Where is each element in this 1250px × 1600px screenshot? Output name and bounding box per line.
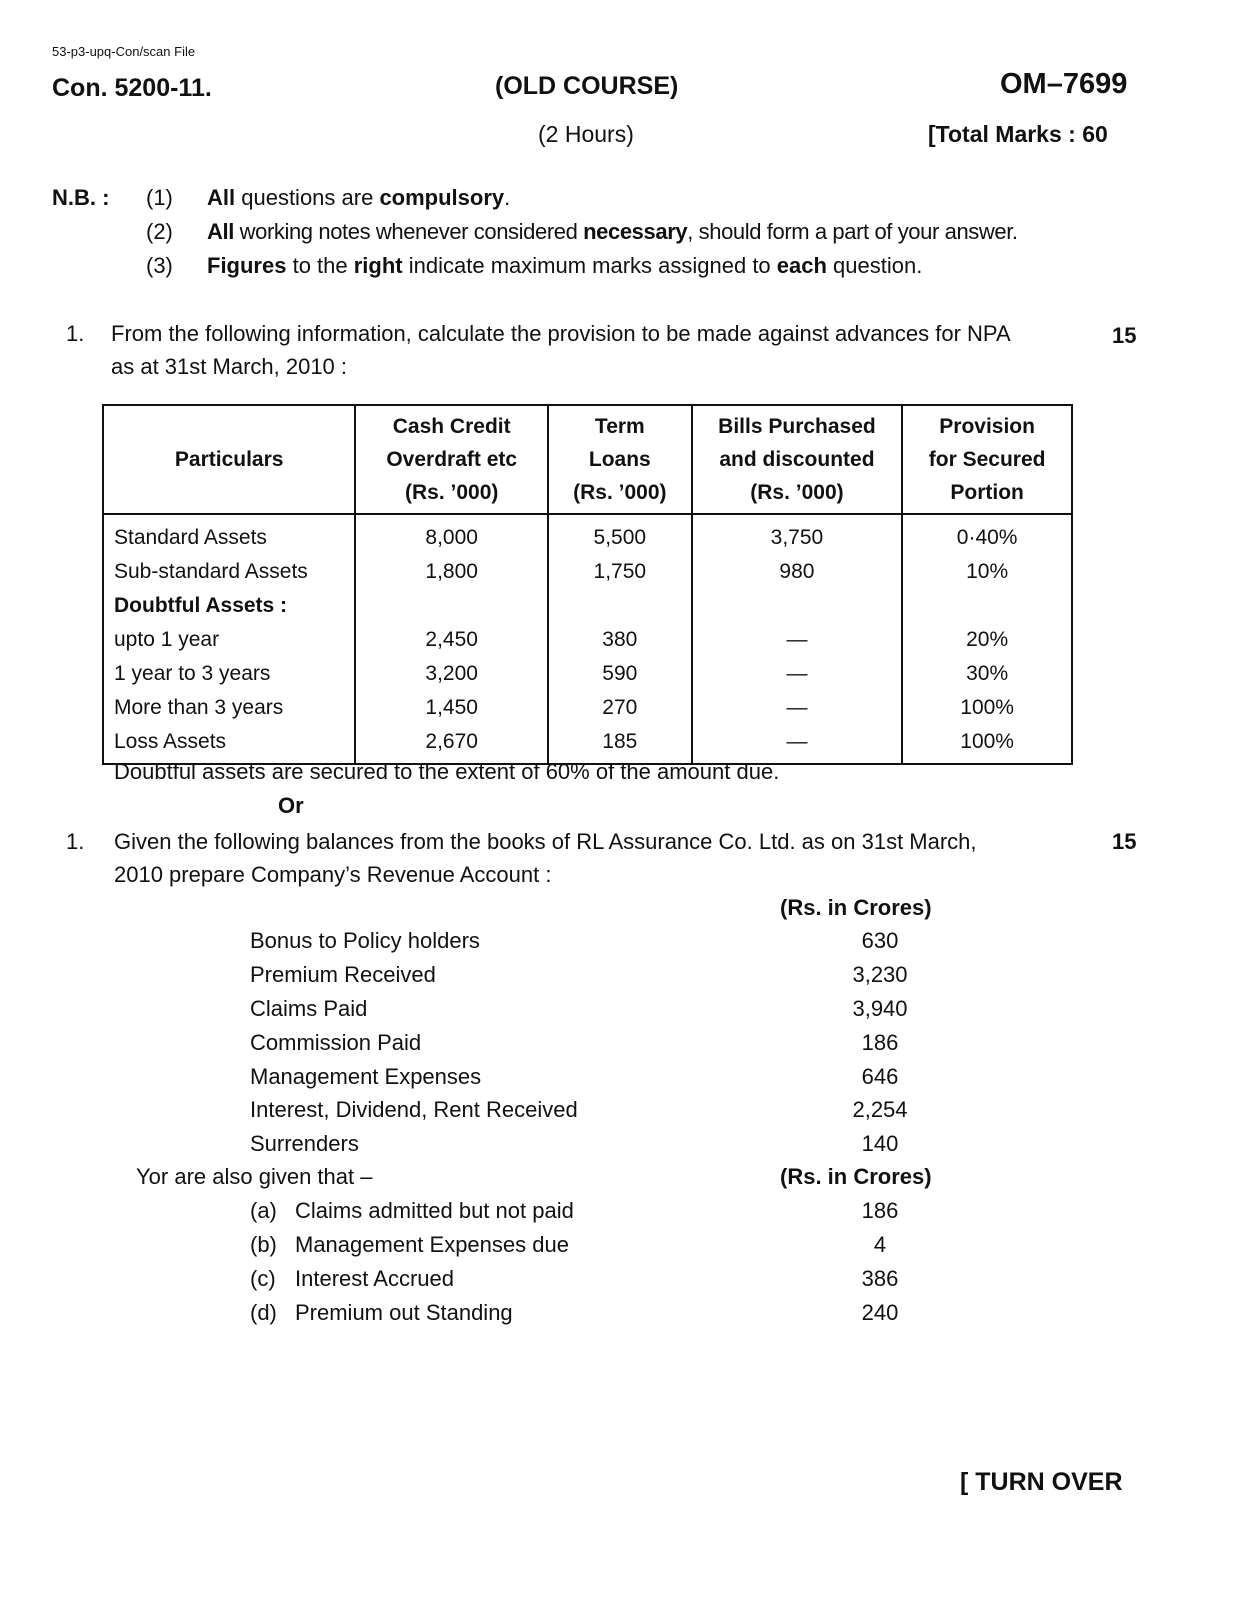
balance-label: Claims Paid [250, 996, 368, 1021]
balance-value: 646 [861, 1064, 899, 1089]
cell-provision: 0·40% [902, 514, 1072, 555]
cell-cash-credit: 2,670 [355, 725, 548, 764]
q1-alt-number: 1. [66, 829, 85, 854]
q1-number: 1. [66, 321, 85, 346]
row-label: Doubtful Assets : [103, 589, 355, 623]
balance-value: 3,230 [852, 962, 908, 987]
nb-label: N.B. : [52, 185, 110, 210]
cell-term-loans: 380 [548, 623, 692, 657]
cell-bills: — [692, 623, 903, 657]
balance-label: Premium Received [250, 962, 436, 987]
cell-provision [902, 589, 1072, 623]
table-row [103, 514, 1072, 555]
col-header-bills: Bills Purchased and discounted (Rs. ’000) [692, 405, 903, 514]
row-label: Sub-standard Assets [103, 555, 355, 589]
extra-value: 4 [873, 1232, 887, 1257]
extra-label: Claims admitted but not paid [295, 1198, 574, 1223]
table-row [103, 691, 1072, 725]
cell-provision: 20% [902, 623, 1072, 657]
extra-label: Management Expenses due [295, 1232, 569, 1257]
note-3: Figures to the right indicate maximum marks assigned to each question. [207, 253, 923, 278]
balance-label: Surrenders [250, 1131, 359, 1156]
cell-bills [692, 589, 903, 623]
also-given-text: Yor are also given that – [136, 1164, 373, 1189]
q1-alt-text-line1: Given the following balances from the books of RL Assurance Co. Ltd. as on 31st March, [114, 829, 977, 854]
npa-table [102, 404, 1073, 765]
cell-bills: — [692, 657, 903, 691]
note-2-num: (2) [146, 219, 173, 244]
cell-bills: — [692, 691, 903, 725]
cell-bills: — [692, 725, 903, 764]
cell-bills: 980 [692, 555, 903, 589]
cell-bills: 3,750 [692, 514, 903, 555]
col-header-provision: Provision for Secured Portion [902, 405, 1072, 514]
cell-cash-credit [355, 589, 548, 623]
q1-text-line1: From the following information, calculate the provision to be made against advances for NPA [111, 321, 1011, 346]
balance-label: Management Expenses [250, 1064, 482, 1089]
balance-value: 3,940 [852, 996, 908, 1021]
cell-term-loans: 5,500 [548, 514, 692, 555]
extra-value: 386 [861, 1266, 899, 1291]
balance-label: Interest, Dividend, Rent Received [250, 1097, 578, 1122]
cell-term-loans [548, 589, 692, 623]
cell-cash-credit: 1,800 [355, 555, 548, 589]
col-header-cash-credit: Cash Credit Overdraft etc (Rs. ’000) [355, 405, 548, 514]
row-label: Standard Assets [103, 514, 355, 555]
turn-over: [ TURN OVER [960, 1468, 1123, 1496]
q1-alt-text-line2: 2010 prepare Company’s Revenue Account : [114, 862, 552, 887]
table-row [103, 623, 1072, 657]
duration: (2 Hours) [538, 121, 634, 147]
row-label: Loss Assets [103, 725, 355, 764]
extra-label: Interest Accrued [295, 1266, 454, 1291]
balance-value: 630 [861, 928, 899, 953]
unit-header-2: (Rs. in Crores) [780, 1164, 932, 1189]
q1-footnote: Doubtful assets are secured to the extent of 60% of the amount due. [114, 759, 780, 784]
extra-label: Premium out Standing [295, 1300, 513, 1325]
cell-term-loans: 185 [548, 725, 692, 764]
scan-label: 53-p3-upq-Con/scan File [52, 44, 196, 59]
note-1-num: (1) [146, 185, 173, 210]
cell-cash-credit: 8,000 [355, 514, 548, 555]
balance-value: 186 [861, 1030, 899, 1055]
cell-provision: 10% [902, 555, 1072, 589]
balance-label: Bonus to Policy holders [250, 928, 480, 953]
balance-label: Commission Paid [250, 1030, 422, 1055]
table-row [103, 657, 1072, 691]
paper-code: Con. 5200-11. [52, 74, 212, 102]
or-label: Or [278, 793, 304, 818]
note-3-num: (3) [146, 253, 173, 278]
extra-tag: (c) [250, 1266, 276, 1291]
q1-marks: 15 [1112, 323, 1137, 348]
cell-provision: 100% [902, 725, 1072, 764]
row-label: 1 year to 3 years [103, 657, 355, 691]
extra-tag: (b) [250, 1232, 277, 1257]
extra-value: 186 [861, 1198, 899, 1223]
cell-term-loans: 590 [548, 657, 692, 691]
table-row [103, 589, 1072, 623]
note-2: All working notes whenever considered necessary, should form a part of your answer. [207, 219, 1018, 244]
cell-term-loans: 1,750 [548, 555, 692, 589]
cell-provision: 30% [902, 657, 1072, 691]
table-row [103, 555, 1072, 589]
cell-term-loans: 270 [548, 691, 692, 725]
col-header-particulars: Particulars [103, 405, 355, 514]
row-label: More than 3 years [103, 691, 355, 725]
total-marks: [Total Marks : 60 [928, 121, 1108, 147]
row-label: upto 1 year [103, 623, 355, 657]
cell-provision: 100% [902, 691, 1072, 725]
course-label: (OLD COURSE) [495, 72, 679, 100]
cell-cash-credit: 1,450 [355, 691, 548, 725]
cell-cash-credit: 3,200 [355, 657, 548, 691]
extra-tag: (a) [250, 1198, 277, 1223]
unit-header: (Rs. in Crores) [780, 895, 932, 920]
cell-cash-credit: 2,450 [355, 623, 548, 657]
extra-tag: (d) [250, 1300, 277, 1325]
extra-value: 240 [861, 1300, 899, 1325]
q1-text-line2: as at 31st March, 2010 : [111, 354, 348, 379]
balance-value: 2,254 [852, 1097, 908, 1122]
q1-alt-marks: 15 [1112, 829, 1137, 854]
table-header-row [103, 405, 1072, 514]
col-header-term-loans: Term Loans (Rs. ’000) [548, 405, 692, 514]
note-1: All questions are compulsory. [207, 185, 511, 210]
paper-id: OM–7699 [1000, 68, 1128, 100]
balance-value: 140 [861, 1131, 899, 1156]
